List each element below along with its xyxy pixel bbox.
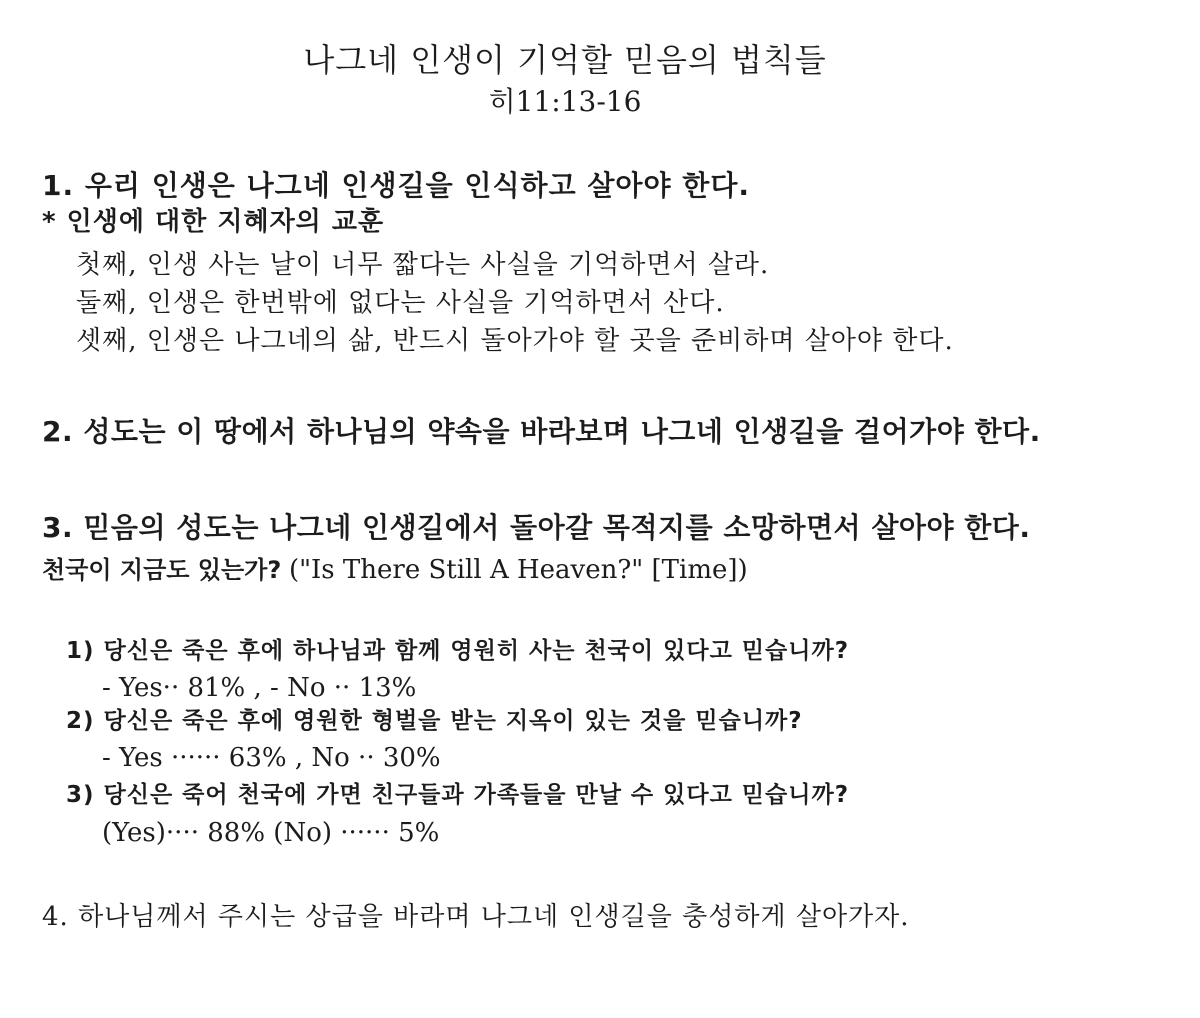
survey-answer: - Yes ······ 63% , No ·· 30% [102, 743, 441, 773]
survey-question-ko: 천국이 지금도 있는가? [42, 556, 282, 584]
section-3-heading: 3. 믿음의 성도는 나그네 인생길에서 돌아갈 목적지를 소망하면서 살아야 한다. [42, 511, 1031, 544]
survey-question: 1) 당신은 죽은 후에 하나님과 함께 영원히 사는 천국이 있다고 믿습니까? [66, 638, 850, 664]
section-1-subheading: * 인생에 대한 지혜자의 교훈 [42, 207, 385, 237]
document-title: 나그네 인생이 기억할 믿음의 법칙들 [303, 41, 827, 79]
section-1-item: 셋째, 인생은 나그네의 삶, 반드시 돌아가야 할 곳을 준비하며 살아야 한다. [76, 326, 954, 356]
survey-question: 3) 당신은 죽어 천국에 가면 친구들과 가족들을 만날 수 있다고 믿습니까? [66, 782, 850, 808]
survey-title [42, 557, 748, 583]
survey-question: 2) 당신은 죽은 후에 영원한 형벌을 받는 지옥이 있는 것을 믿습니까? [66, 708, 803, 734]
scripture-reference: 히11:13-16 [488, 85, 642, 118]
survey-answer: (Yes)···· 88% (No) ······ 5% [102, 818, 440, 848]
section-2-heading: 2. 성도는 이 땅에서 하나님의 약속을 바라보며 나그네 인생길을 걸어가야 한다. [42, 415, 1041, 448]
survey-source: ("Is There Still A Heaven?" [Time]) [288, 555, 748, 585]
section-1-heading: 1. 우리 인생은 나그네 인생길을 인식하고 살아야 한다. [42, 169, 751, 202]
survey-answer: - Yes·· 81% , - No ·· 13% [102, 673, 417, 703]
section-1-item: 둘째, 인생은 한번밖에 없다는 사실을 기억하면서 산다. [76, 288, 725, 318]
section-1-item: 첫째, 인생 사는 날이 너무 짧다는 사실을 기억하면서 살라. [76, 250, 770, 280]
section-4-heading: 4. 하나님께서 주시는 상급을 바라며 나그네 인생길을 충성하게 살아가자. [42, 902, 910, 932]
